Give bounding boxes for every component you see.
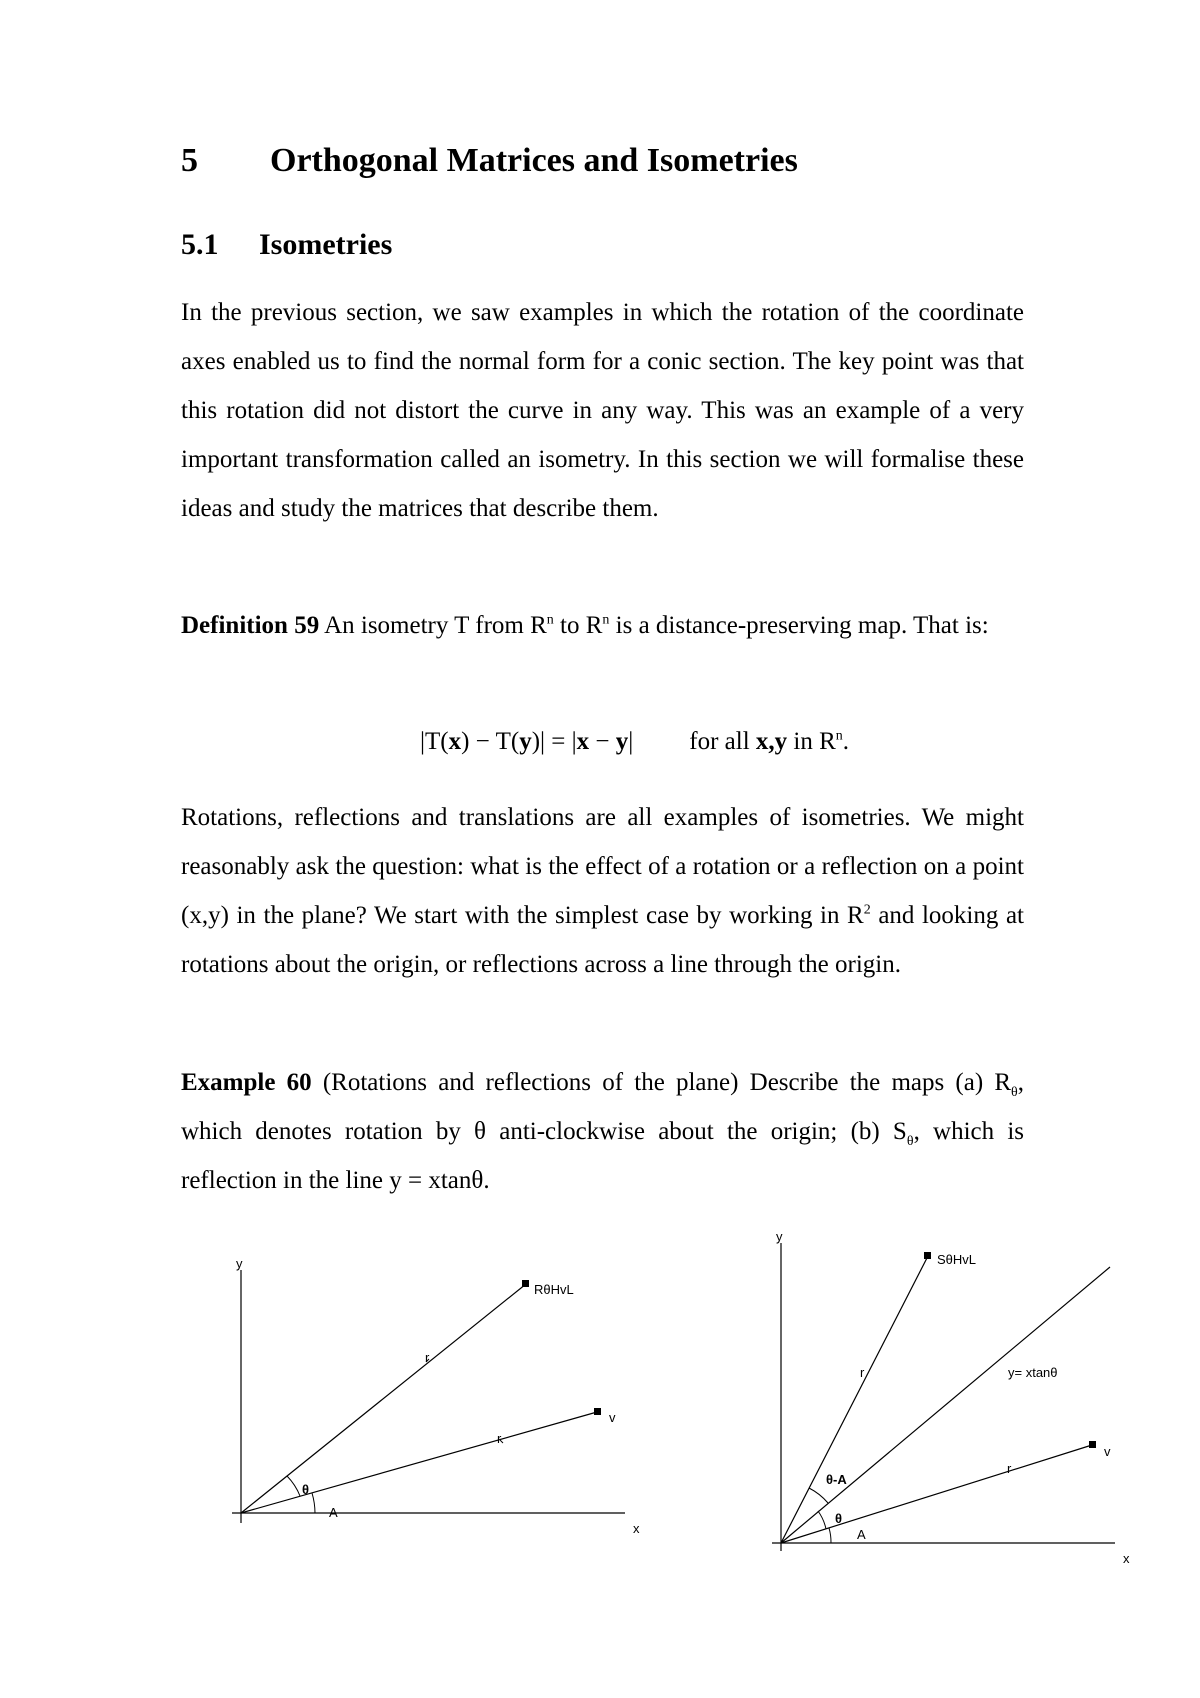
reflection-line [781, 1267, 1110, 1543]
formula-var: x [576, 728, 590, 755]
formula-part: | [628, 728, 634, 755]
definition-text: An isometry T from R [324, 612, 547, 639]
radius-label: r [860, 1365, 865, 1380]
section-title: Orthogonal Matrices and Isometries [270, 142, 798, 179]
paragraph-text: and looking at rotations about the origin, or reflections across a line through the origin. [181, 902, 1025, 978]
original-point [594, 1408, 601, 1415]
theta-arc [287, 1476, 300, 1496]
theta-minus-alpha-arc [809, 1488, 828, 1503]
formula-var: y [519, 728, 532, 755]
x-axis-label: x [1123, 1551, 1130, 1566]
theta-arc [818, 1511, 826, 1529]
image-label: RθHvL [534, 1282, 574, 1297]
point-label: v [1104, 1444, 1111, 1459]
intro-text: In the previous section, we saw examples in which the rotation of the coordinate axes enabled us to find the normal form for a conic section. The key point was that this rotation did not distort the curve in any way. This was an example of a very important transformation called an isometry. In this section we will formalise these ideas and study the matrices that describe them. [181, 299, 1024, 522]
definition-label: Definition 59 [181, 612, 320, 639]
original-point [1089, 1441, 1096, 1448]
reflected-vector [781, 1256, 928, 1543]
theta-minus-alpha-label: θ-A [826, 1472, 847, 1487]
x-axis-label: x [633, 1521, 640, 1536]
original-vector [241, 1412, 597, 1513]
subscript: θ [1011, 1085, 1018, 1100]
rotated-point [522, 1280, 529, 1287]
line-label: y= xtanθ [1008, 1365, 1058, 1380]
formula-var: y [615, 728, 629, 755]
radius-label: r [425, 1350, 430, 1365]
exponent: n [835, 728, 843, 744]
alpha-arc [829, 1528, 831, 1543]
alpha-label: A [857, 1527, 866, 1542]
formula-var: x [448, 728, 462, 755]
reflected-point [924, 1252, 931, 1259]
formula-part: in R [787, 728, 836, 755]
formula-part: |T( [420, 728, 449, 755]
theta-label: θ [835, 1511, 843, 1526]
formula-part: )| = | [531, 728, 577, 755]
definition-text: is a distance-preserving map. That is: [609, 612, 989, 639]
y-axis-label: y [776, 1229, 783, 1244]
image-label: SθHvL [937, 1252, 977, 1267]
section-number: 5 [181, 142, 198, 179]
radius-label: r [1007, 1461, 1012, 1476]
paragraph-text: Rotations, reflections and translations are all examples of isometries. We might reasonably ask the question: what is the effect of a rotation or a reflection on a point (x,y) in the plane? We start with the simplest case by working in R [181, 804, 1024, 929]
theta-label: θ [302, 1482, 310, 1497]
exponent: n [546, 612, 554, 628]
alpha-label: A [329, 1505, 338, 1520]
rotation-figure [232, 1256, 640, 1536]
radius-label: r [497, 1431, 502, 1446]
formula-part: . [842, 728, 850, 755]
rotated-vector [241, 1284, 526, 1513]
reflection-figure [772, 1229, 1130, 1566]
subscript: θ [906, 1134, 914, 1149]
original-vector [781, 1445, 1092, 1543]
formula-part: ) − T( [461, 728, 520, 755]
example-text: , which is reflection in the line y = xtanθ. [181, 1118, 1024, 1194]
exponent: 2 [863, 902, 871, 918]
subsection-number: 5.1 [181, 228, 219, 261]
subsection-title: Isometries [259, 228, 393, 261]
example-label: Example 60 [181, 1069, 312, 1096]
alpha-arc [312, 1493, 315, 1513]
example-text: (Rotations and reflections of the plane) Describe the maps (a) R [311, 1069, 1012, 1096]
exponent: n [602, 612, 610, 628]
definition-text: to R [553, 612, 603, 639]
formula-part: for all [689, 728, 756, 755]
formula-var: x,y [755, 728, 788, 755]
formula-part: − [589, 728, 616, 755]
example-text: , which denotes rotation by θ anti-clockwise about the origin; (b) S [181, 1069, 1025, 1145]
y-axis-label: y [236, 1256, 243, 1271]
point-label: v [609, 1410, 616, 1425]
